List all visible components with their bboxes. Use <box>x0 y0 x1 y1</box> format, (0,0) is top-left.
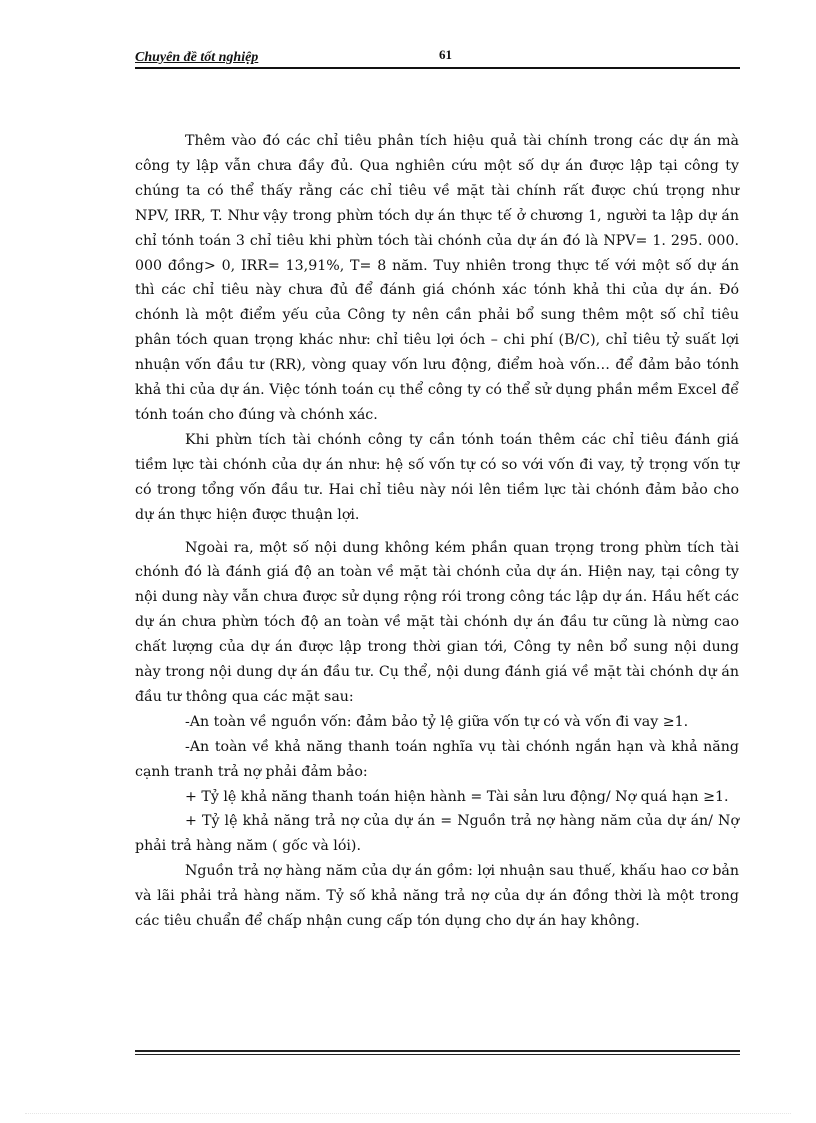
body-text <box>135 129 739 934</box>
document-title: Chuyên đề tốt nghiệp <box>135 50 259 65</box>
page-bottom-border <box>25 1113 791 1114</box>
paragraph-financial-safety: Ngoài ra, một số nội dung không kém phần quan trọng trong phừn tích tài chónh đó là đánh giá độ an toàn về mặt tài chónh của dự án. Hiện nay, tại công ty nội dung này vẫn chưa được sử dụng rộng rói trong công tác lập dự án. Hầu hết các dự án chưa phừn tóch độ an toàn về mặt tài chónh dự án đầu tư cũng là nừng cao chất lượng của dự án được lập trong thời gian tới, Công ty nên bổ sung nội dung này trong nội dung dự án đầu tư. Cụ thể, nội dung đánh giá về mặt tài chónh dự án đầu tư thông qua các mặt sau: <box>135 539 739 705</box>
paragraph-financial-potential: Khi phừn tích tài chónh công ty cần tónh toán thêm các chỉ tiêu đánh giá tiềm lực tài chónh của dự án như: hệ số vốn tự có so với vốn đi vay, tỷ trọng vốn tự có trong tổng vốn đầu tư. Hai chỉ tiêu này nói lên tiềm lực tài chónh đảm bảo cho dự án thực hiện được thuận lợi. <box>135 431 739 523</box>
footer-rule <box>135 1050 740 1055</box>
paragraph-financial-indicators: Thêm vào đó các chỉ tiêu phân tích hiệu quả tài chính trong các dự án mà công ty lập vẫn chưa đầy đủ. Qua nghiên cứu một số dự án được lập tại công ty chúng ta có thể thấy rằng các chỉ tiêu về mặt tài chính rất được chú trọng như NPV, IRR, T. Như vậy trong phừn tóch dự án thực tế ở chương 1, người ta lập dự án chỉ tónh toán 3 chỉ tiêu khi phừn tóch tài chónh của dự án đó là NPV= 1. 295. 000. 000 đồng> 0, IRR= 13,91%, T= 8 năm. Tuy nhiên trong thực tế với một số dự án thì các chỉ tiêu này chưa đủ để đánh giá chónh xác tónh khả thi của dự án. Đó chónh là một điểm yếu của Công ty nên cần phải bổ sung thêm một số chỉ tiêu phân tóch quan trọng khác như: chỉ tiêu lợi óch – chi phí (B/C), chỉ tiêu tỷ suất lợi nhuận vốn đầu tư (RR), vòng quay vốn lưu động, điểm hoà vốn… để đảm bảo tónh khả thi của dự án. Việc tónh toán cụ thể công ty có thể sử dụng phần mềm Excel để tónh toán cho đúng và chónh xác. <box>135 133 739 423</box>
list-item-current-ratio: + Tỷ lệ khả năng thanh toán hiện hành = Tài sản lưu động/ Nợ quá hạn ≥1. <box>185 788 729 805</box>
list-item-debt-service-ratio: + Tỷ lệ khả năng trả nợ của dự án = Nguồn trả nợ hàng năm của dự án/ Nợ phải trả hàng năm ( gốc và lói). <box>135 813 739 855</box>
page-number: 61 <box>439 47 452 62</box>
paragraph-debt-repayment-sources: Nguồn trả nợ hàng năm của dự án gồm: lợi nhuận sau thuế, khấu hao cơ bản và lãi phải trả hàng năm. Tỷ số khả năng trả nợ của dự án đồng thời là một trong các tiêu chuẩn để chấp nhận cung cấp tón dụng cho dự án hay không. <box>135 863 739 930</box>
page-header <box>135 46 740 68</box>
list-item-payment-safety: -An toàn về khả năng thanh toán nghĩa vụ tài chónh ngắn hạn và khả năng cạnh tranh trả nợ phải đảm bảo: <box>135 738 739 780</box>
list-item-capital-safety: -An toàn về nguồn vốn: đảm bảo tỷ lệ giữa vốn tự có và vốn đi vay ≥1. <box>185 713 689 730</box>
header-rule <box>135 67 740 69</box>
